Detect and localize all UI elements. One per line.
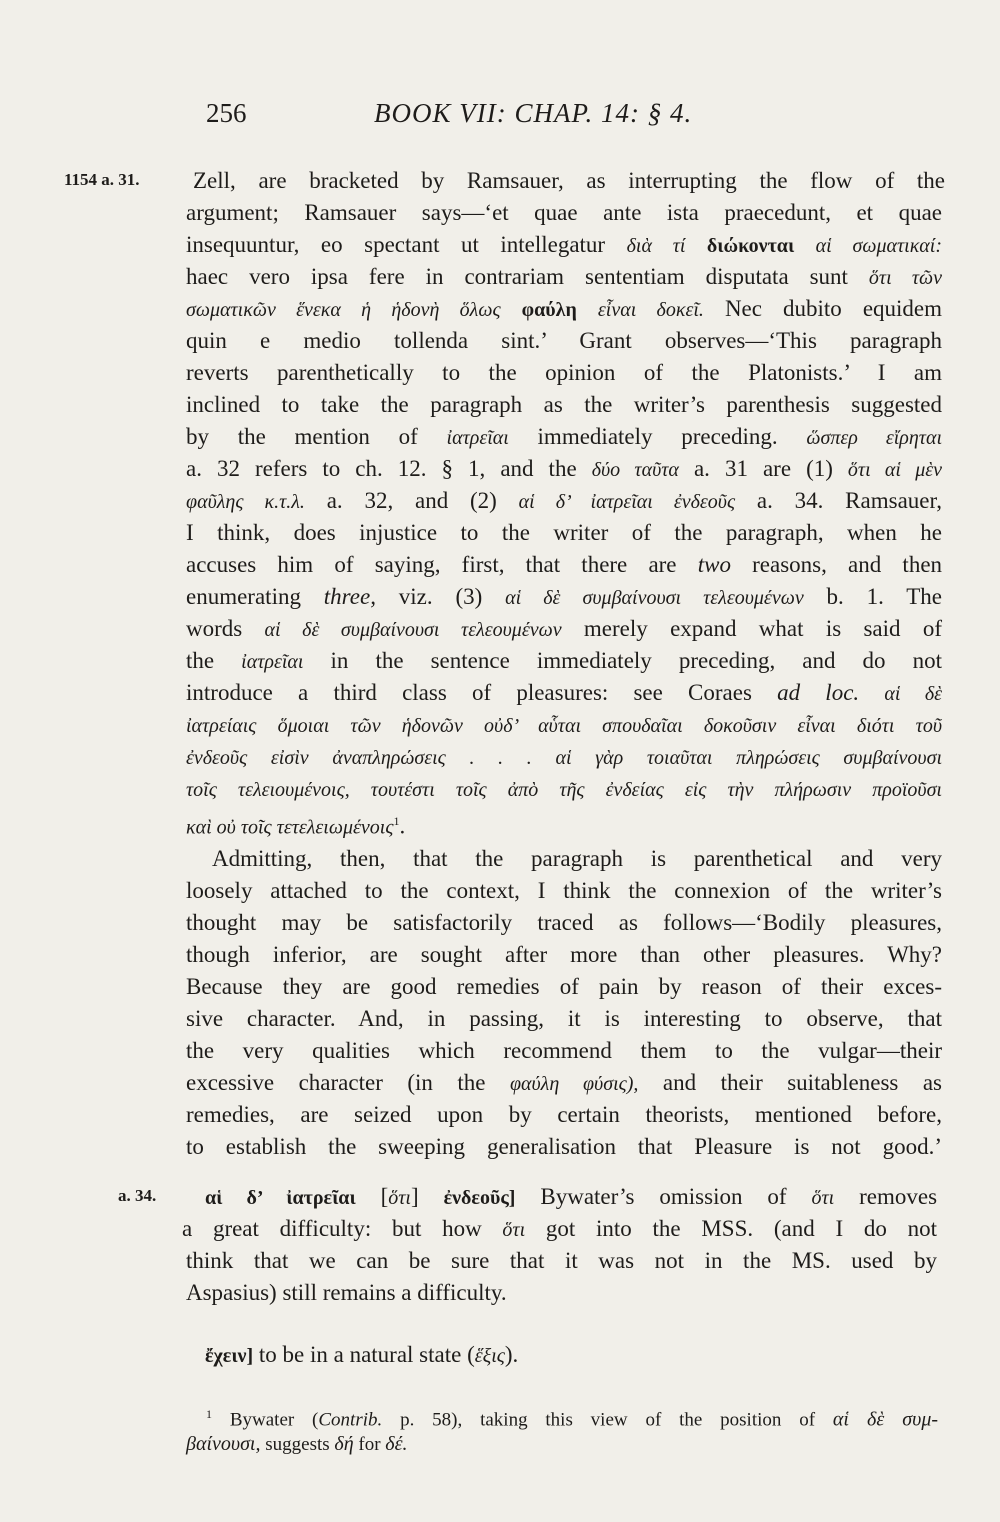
text-line: though inferior, are sought after more than other pleasures. Why? — [186, 942, 942, 967]
text-line: loosely attached to the context, I think the connexion of the writer’s — [186, 878, 942, 903]
text-line: remedies, are seized upon by certain theorists, mentioned before, — [186, 1102, 942, 1127]
text-line: σωματικῶν ἕνεκα ἡ ἡδονὴ ὅλως φαύλη εἶναι δοκεῖ. Nec dubito equidem — [186, 296, 943, 321]
text-line: the very qualities which recommend them to the vulgar—their — [186, 1038, 942, 1063]
text-line: φαῦλης κ.τ.λ. a. 32, and (2) αἱ δ’ ἰατρεῖαι ἐνδεοῦς a. 34. Ramsauer, — [186, 488, 942, 513]
text-line: I think, does injustice to the writer of the paragraph, when he — [186, 520, 942, 545]
text-line: reverts parenthetically to the opinion of the Platonists.’ I am — [186, 360, 942, 385]
text-line: Aspasius) still remains a difficulty. — [186, 1280, 507, 1305]
text-line: τοῖς τελειουμένοις, τουτέστι τοῖς ἀπὸ τῆς ἐνδείας εἰς τὴν πλήρωσιν προϊοῦσι — [186, 779, 942, 801]
text-line: thought may be satisfactorily traced as follows—‘Bodily pleasures, — [186, 910, 942, 935]
running-head: BOOK VII: CHAP. 14: § 4. — [374, 98, 693, 128]
text-line: a. 32 refers to ch. 12. § 1, and the δύο ταῦτα a. 31 are (1) ὅτι αἱ μὲν — [186, 456, 943, 481]
text-line: accuses him of saying, first, that there are two reasons, and then — [186, 552, 943, 577]
footnote-number: 1 — [206, 1407, 212, 1421]
text-line: think that we can be sure that it was not in the MS. used by — [186, 1248, 937, 1273]
text-line: Admitting, then, that the paragraph is parenthetical and very — [212, 846, 942, 871]
text-line: excessive character (in the φαύλη φύσις), and their suitableness as — [186, 1070, 943, 1095]
text-line: Because they are good remedies of pain by reason of their exces- — [186, 974, 942, 999]
text-line: sive character. And, in passing, it is interesting to observe, that — [186, 1006, 942, 1031]
text-line: ἰατρείαις ὅμοιαι τῶν ἡδονῶν οὐδ’ αὗται σπουδαῖαι δοκοῦσιν εἶναι διότι τοῦ — [186, 715, 942, 737]
text-line: inclined to take the paragraph as the writer’s parenthesis suggested — [186, 392, 942, 417]
text-line: αἱ δ’ ἰατρεῖαι [ὅτι] ἐνδεοῦς] Bywater’s omission of ὅτι removes — [205, 1184, 938, 1209]
footnote-line: $^1$ Bywater (Contrib. p. 58), taking this view of the position of αἱ δὲ συμ- — [206, 1407, 939, 1431]
page-number: 256 — [206, 98, 247, 128]
text-line: a great difficulty: but how ὅτι got into the MSS. (and I do not — [182, 1216, 937, 1241]
text-line: ἐνδεοῦς εἰσὶν ἀναπληρώσεις . . . αἱ γὰρ τοιαῦται πληρώσεις συμβαίνουσι — [186, 747, 942, 769]
footnote-marker: 1 — [393, 814, 400, 828]
text-line: insequuntur, eo spectant ut intellegatur διὰ τί διώκονται αἱ σωματικαί: — [186, 232, 943, 257]
text-line: enumerating three, viz. (3) αἱ δὲ συμβαίνουσι τελεουμένων b. 1. The — [186, 584, 943, 609]
text-line: Zell, are bracketed by Ramsauer, as interrupting the flow of the — [193, 168, 945, 193]
text-line: introduce a third class of pleasures: see Coraes ad loc. αἱ δὲ — [186, 680, 943, 705]
text-line: ἔχειν] to be in a natural state (ἕξις). — [205, 1342, 519, 1367]
text-line: by the mention of ἰατρεῖαι immediately preceding. ὥσπερ εἴρηται — [186, 424, 942, 449]
text-line: καὶ οὐ τοῖς τετελειωμένοις$^1$. — [186, 813, 406, 839]
text-line: argument; Ramsauer says—‘et quae ante ista praecedunt, et quae — [186, 200, 942, 225]
text-line: quin e medio tollenda sint.’ Grant observes—‘This paragraph — [186, 328, 942, 353]
margin-reference: a. 34. — [118, 1186, 157, 1205]
text-line: the ἰατρεῖαι in the sentence immediately preceding, and do not — [186, 648, 942, 673]
footnote-line: βαίνουσι, suggests δή for δέ. — [186, 1433, 408, 1455]
text-line: haec vero ipsa fere in contrariam sententiam disputata sunt ὅτι τῶν — [186, 264, 942, 289]
margin-reference: 1154 a. 31. — [64, 170, 140, 189]
text-line: to establish the sweeping generalisation that Pleasure is not good.’ — [186, 1134, 942, 1159]
text-line: words αἱ δὲ συμβαίνουσι τελεουμένων merely expand what is said of — [186, 616, 942, 641]
